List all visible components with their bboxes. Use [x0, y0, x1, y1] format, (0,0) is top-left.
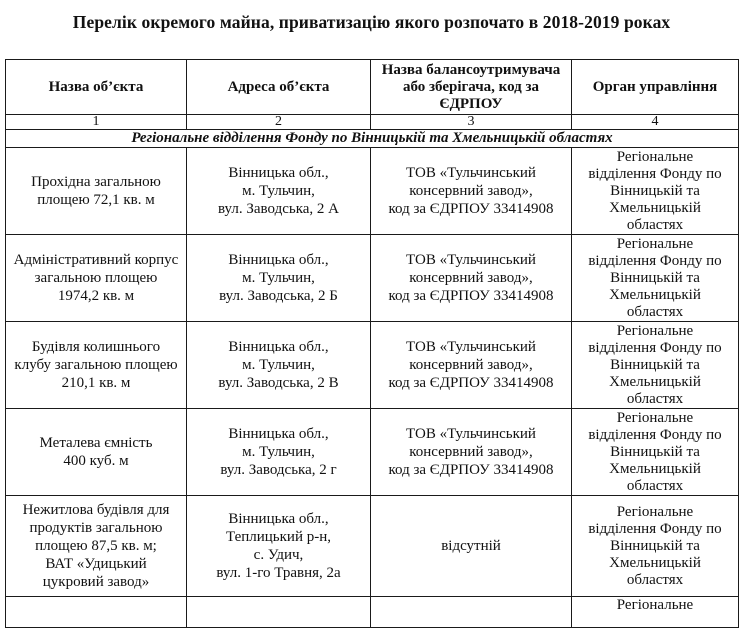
- object-name-cell: Нежитлова будівля для продуктів загальною площею 87,5 кв. м; ВАТ «Удицький цукровий завод»: [6, 496, 187, 597]
- balance-holder-cell: ТОВ «Тульчинський консервний завод», код за ЄДРПОУ 33414908: [371, 409, 572, 496]
- object-name-cell: Прохідна загальною площею 72,1 кв. м: [6, 148, 187, 235]
- object-address-cell: Вінницька обл., м. Тульчин, вул. Заводська, 2 В: [187, 322, 371, 409]
- table-row: [6, 235, 739, 322]
- object-name-cell: Металева ємність 400 куб. м: [6, 409, 187, 496]
- header-object-address: Адреса об’єкта: [187, 60, 371, 115]
- header-object-name: Назва об’єкта: [6, 60, 187, 115]
- table-row: [6, 148, 739, 235]
- management-body-cell: Регіональне відділення Фонду по Вінницькій та Хмельницькій областях: [572, 235, 739, 322]
- property-table: [5, 59, 739, 628]
- object-name-cell: [6, 597, 187, 628]
- object-name-cell: Адміністративний корпус загальною площею 1974,2 кв. м: [6, 235, 187, 322]
- object-address-cell: Вінницька обл., м. Тульчин, вул. Заводська, 2 А: [187, 148, 371, 235]
- region-heading: Регіональне відділення Фонду по Вінницькій та Хмельницькій областях: [6, 130, 739, 148]
- object-address-cell: Вінницька обл., Теплицький р-н, с. Удич, вул. 1-го Травня, 2а: [187, 496, 371, 597]
- column-number: 2: [187, 115, 371, 130]
- object-address-cell: Вінницька обл., м. Тульчин, вул. Заводська, 2 Б: [187, 235, 371, 322]
- column-number: 4: [572, 115, 739, 130]
- column-number: 1: [6, 115, 187, 130]
- object-address-cell: [187, 597, 371, 628]
- management-body-cell: Регіональне: [572, 597, 739, 628]
- management-body-cell: Регіональне відділення Фонду по Вінницькій та Хмельницькій областях: [572, 322, 739, 409]
- region-row: [6, 130, 739, 148]
- column-number: 3: [371, 115, 572, 130]
- balance-holder-cell: відсутній: [371, 496, 572, 597]
- table-row: [6, 409, 739, 496]
- management-body-cell: Регіональне відділення Фонду по Вінницькій та Хмельницькій областях: [572, 409, 739, 496]
- management-body-cell: Регіональне відділення Фонду по Вінницькій та Хмельницькій областях: [572, 496, 739, 597]
- balance-holder-cell: ТОВ «Тульчинський консервний завод», код за ЄДРПОУ 33414908: [371, 322, 572, 409]
- header-balance-holder: Назва балансоутримувача або зберігача, код за ЄДРПОУ: [371, 60, 572, 115]
- balance-holder-cell: ТОВ «Тульчинський консервний завод», код за ЄДРПОУ 33414908: [371, 235, 572, 322]
- object-name-cell: Будівля колишнього клубу загальною площею 210,1 кв. м: [6, 322, 187, 409]
- header-management-body: Орган управління: [572, 60, 739, 115]
- table-row-partial: [6, 597, 739, 628]
- management-body-cell: Регіональне відділення Фонду по Вінницькій та Хмельницькій областях: [572, 148, 739, 235]
- document-title: Перелік окремого майна, приватизацію якого розпочато в 2018-2019 роках: [72, 12, 671, 32]
- balance-holder-cell: [371, 597, 572, 628]
- column-number-row: [6, 115, 739, 130]
- table-row: [6, 322, 739, 409]
- table-row: [6, 496, 739, 597]
- object-address-cell: Вінницька обл., м. Тульчин, вул. Заводська, 2 г: [187, 409, 371, 496]
- table-header-row: [6, 60, 739, 115]
- balance-holder-cell: ТОВ «Тульчинський консервний завод», код за ЄДРПОУ 33414908: [371, 148, 572, 235]
